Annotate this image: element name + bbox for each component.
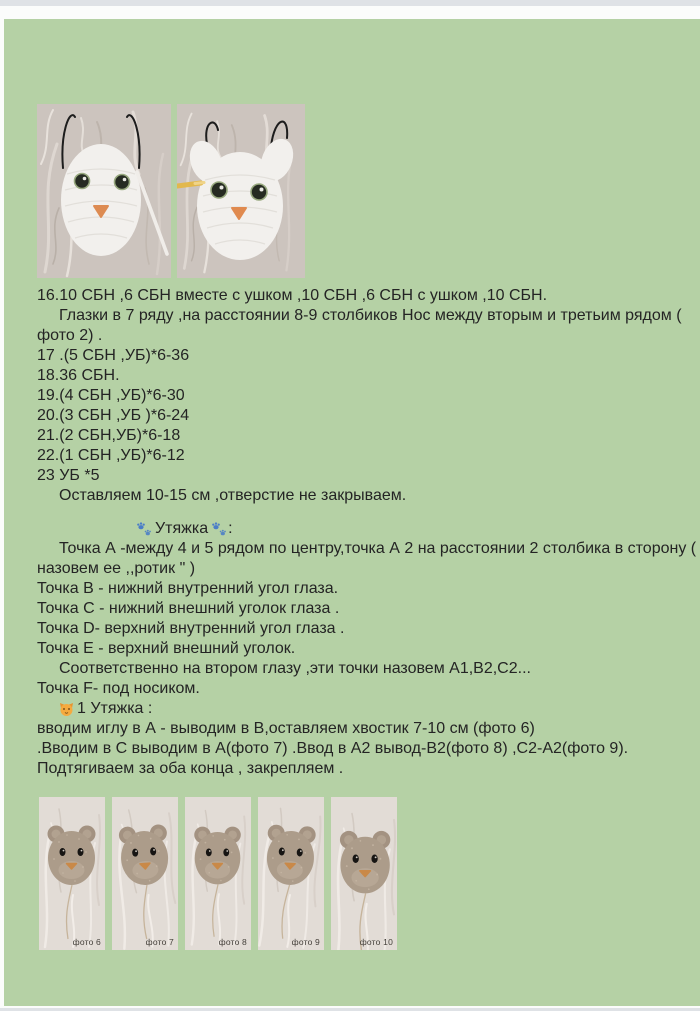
bear-head-step-image	[39, 797, 105, 950]
cinch-heading-title: Утяжка	[155, 520, 209, 537]
bear-head-step-image	[331, 797, 397, 950]
cinch-one-heading-text: 1 Утяжка :	[77, 700, 153, 717]
cinch-point-line: Точка D- верхний внутренний угол глаза .	[37, 620, 345, 637]
pattern-line: Глазки в 7 ряду ,на расстоянии 8-9 столбиков Нос между вторым и третьим рядом (	[59, 307, 682, 324]
photo-cinch-step	[331, 797, 397, 950]
photo-label: фото 10	[359, 937, 393, 947]
cinch-point-line: назовем ее ,,ротик " )	[37, 560, 196, 577]
bear-head-step-image	[185, 797, 251, 950]
crochet-head-ears-hook-image	[177, 104, 305, 278]
pattern-line: 19.(4 СБН ,УБ)*6-30	[37, 387, 185, 404]
photo-head-wire-ears	[37, 104, 171, 278]
cinch-heading	[37, 519, 687, 539]
photo-label: фото 6	[72, 937, 101, 947]
photo-cinch-step	[258, 797, 324, 950]
paper-sheet	[0, 6, 700, 1008]
pattern-line: 21.(2 СБН,УБ)*6-18	[37, 427, 181, 444]
cinch-step-line: Подтягиваем за оба конца , закрепляем .	[37, 760, 344, 777]
pattern-line: 22.(1 СБН ,УБ)*6-12	[37, 447, 185, 464]
cinch-point-line: Точка F- под носиком.	[37, 680, 200, 697]
pattern-line: фото 2) .	[37, 327, 103, 344]
cinch-step-line: вводим иглу в А - выводим в В,оставляем хвостик 7-10 см (фото 6)	[37, 720, 535, 737]
top-photo-row	[37, 104, 305, 278]
cinch-heading-colon: :	[228, 520, 233, 537]
bear-head-step-image	[258, 797, 324, 950]
cinch-point-line: Точка Е - верхний внешний уголок.	[37, 640, 296, 657]
cat-face-icon	[59, 702, 74, 717]
paw-prints-icon	[211, 521, 227, 537]
pattern-line: 20.(3 СБН ,УБ )*6-24	[37, 407, 190, 424]
cinch-one-heading	[37, 699, 687, 719]
cinch-point-line: Соответственно на втором глазу ,эти точки назовем А1,В2,С2...	[59, 660, 531, 677]
photo-cinch-step	[185, 797, 251, 950]
cinch-point-line: Точка А -между 4 и 5 рядом по центру,точка А 2 на расстоянии 2 столбика в сторону (	[59, 540, 697, 557]
pattern-page	[4, 19, 700, 1006]
photo-cinch-step	[112, 797, 178, 950]
photo-label: фото 9	[291, 937, 320, 947]
photo-head-with-ears-hook	[177, 104, 305, 278]
photo-label: фото 7	[145, 937, 174, 947]
photo-cinch-step	[39, 797, 105, 950]
photo-label: фото 8	[218, 937, 247, 947]
crochet-head-wire-ears-image	[37, 104, 171, 278]
bear-head-step-image	[112, 797, 178, 950]
pattern-line: 23 УБ *5	[37, 467, 100, 484]
bottom-photo-row	[39, 797, 397, 950]
paw-prints-icon	[136, 521, 152, 537]
pattern-text	[37, 286, 697, 779]
section-gap	[37, 506, 687, 519]
pattern-line: 16.10 СБН ,6 СБН вместе с ушком ,10 СБН ,6 СБН с ушком ,10 СБН.	[37, 287, 548, 304]
pattern-line: 17 .(5 СБН ,УБ)*6-36	[37, 347, 190, 364]
cinch-step-line: .Вводим в С выводим в А(фото 7) .Ввод в А2 вывод-В2(фото 8) ,С2-А2(фото 9).	[37, 740, 629, 757]
cinch-point-line: Точка В - нижний внутренний угол глаза.	[37, 580, 339, 597]
cinch-point-line: Точка С - нижний внешний уголок глаза .	[37, 600, 340, 617]
pattern-line: 18.36 СБН.	[37, 367, 120, 384]
pattern-line: Оставляем 10-15 см ,отверстие не закрываем.	[59, 487, 407, 504]
